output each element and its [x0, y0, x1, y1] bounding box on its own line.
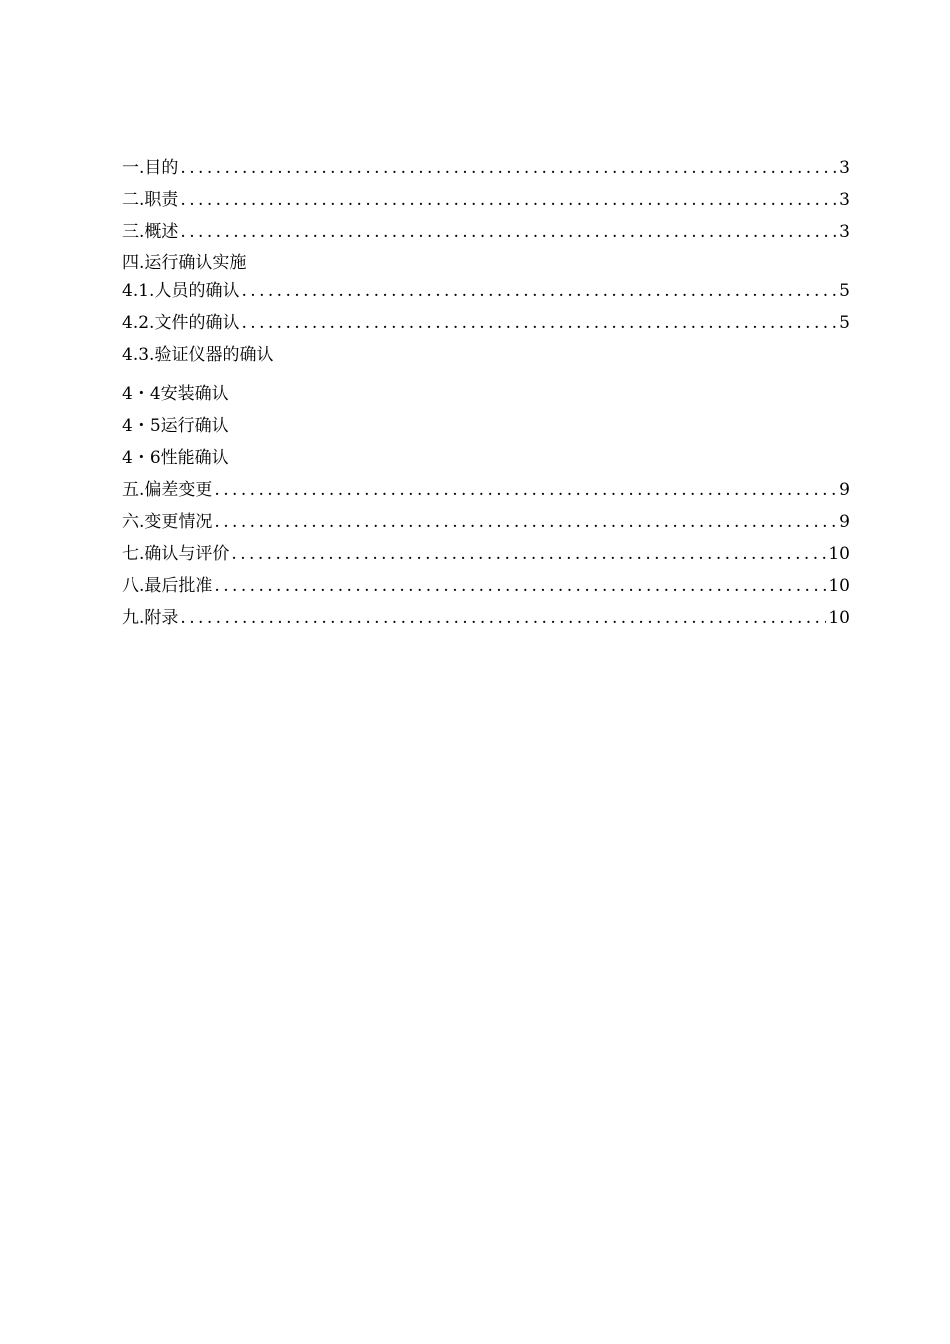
- toc-entry-label: 八.最后批准: [122, 576, 213, 596]
- toc-entry-label: 4.1.人员的确认: [122, 281, 240, 301]
- toc-entry-label: 一.目的: [122, 158, 179, 178]
- toc-entry-label: 四.运行确认实施: [122, 253, 247, 273]
- toc-entry[interactable]: [122, 219, 850, 245]
- toc-entry-page: 10: [828, 608, 850, 628]
- toc-leader-dots: [214, 573, 826, 599]
- toc-entry[interactable]: [122, 541, 850, 567]
- toc-entry[interactable]: [122, 155, 850, 181]
- toc-entry-label: 4・6性能确认: [122, 448, 229, 468]
- toc-entry-label: 九.附录: [122, 608, 179, 628]
- toc-leader-dots: [241, 278, 837, 304]
- toc-entry[interactable]: [122, 250, 850, 276]
- toc-leader-dots: [241, 310, 837, 336]
- toc-entry[interactable]: [122, 477, 850, 503]
- toc-entry-label: 4・4安装确认: [122, 384, 229, 404]
- toc-entry-page: 5: [839, 281, 850, 301]
- toc-entry-page: 9: [839, 480, 850, 500]
- toc-entry-label: 五.偏差变更: [122, 480, 213, 500]
- toc-entry[interactable]: [122, 413, 850, 439]
- toc-entry-page: 9: [839, 512, 850, 532]
- toc-leader-dots: [231, 541, 826, 567]
- toc-leader-dots: [214, 509, 837, 535]
- toc-entry-label: 4.2.文件的确认: [122, 313, 240, 333]
- toc-leader-dots: [180, 187, 837, 213]
- toc-leader-dots: [180, 219, 837, 245]
- toc-entry-page: 3: [839, 190, 850, 210]
- toc-entry[interactable]: [122, 381, 850, 407]
- toc-entry[interactable]: [122, 445, 850, 471]
- toc-entry-page: 10: [828, 544, 850, 564]
- toc-entry-label: 七.确认与评价: [122, 544, 230, 564]
- toc-entry-page: 3: [839, 222, 850, 242]
- toc-leader-dots: [180, 605, 826, 631]
- toc-entry[interactable]: [122, 509, 850, 535]
- toc-entry-label: 二.职责: [122, 190, 179, 210]
- toc-entry-page: 10: [828, 576, 850, 596]
- toc-leader-dots: [214, 477, 837, 503]
- toc-entry-label: 六.变更情况: [122, 512, 213, 532]
- toc-leader-dots: [180, 155, 837, 181]
- toc-entry[interactable]: [122, 278, 850, 304]
- toc-entry-label: 4・5运行确认: [122, 416, 229, 436]
- toc-entry[interactable]: [122, 573, 850, 599]
- toc-entry-label: 4.3.验证仪器的确认: [122, 345, 274, 365]
- toc-entry[interactable]: [122, 605, 850, 631]
- toc-entry-label: 三.概述: [122, 222, 179, 242]
- toc-entry[interactable]: [122, 187, 850, 213]
- toc-entry[interactable]: [122, 310, 850, 336]
- toc-entry-page: 5: [839, 313, 850, 333]
- toc-entry-page: 3: [839, 158, 850, 178]
- toc-entry[interactable]: [122, 342, 850, 368]
